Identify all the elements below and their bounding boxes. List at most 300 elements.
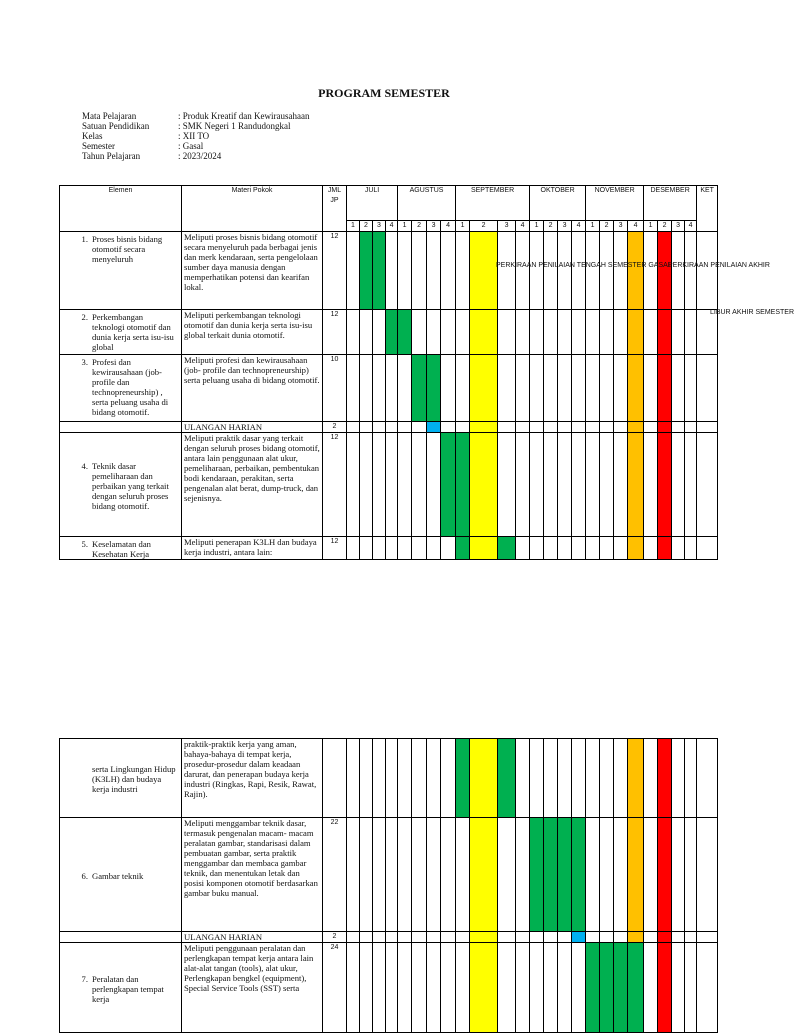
header-ket: KET xyxy=(697,186,718,232)
week-cell xyxy=(600,422,614,433)
week-cell xyxy=(558,310,572,355)
week-cell xyxy=(685,818,697,932)
week-cell xyxy=(398,355,412,422)
week-cell xyxy=(672,537,685,560)
pts-label: PERKIRAAN PENILAIAN TENGAH SEMESTER GASAL xyxy=(496,262,672,269)
row-number: 3. xyxy=(81,357,88,367)
header-week: 1 xyxy=(530,221,544,232)
week-cell xyxy=(441,310,456,355)
week-cell xyxy=(644,932,658,943)
header-week: 3 xyxy=(614,221,628,232)
jml-cell: 24 xyxy=(323,943,347,1033)
week-cell xyxy=(672,932,685,943)
week-cell xyxy=(672,739,685,818)
pas-label: PERKIRAAN PENILAIAN AKHIR xyxy=(668,262,770,269)
week-cell xyxy=(658,355,672,422)
week-cell xyxy=(516,537,530,560)
week-cell xyxy=(373,310,386,355)
materi-cell: Meliputi menggambar teknik dasar, termasuk pengenalan macam- macam peralatan gambar, standarisasi dalam pembuatan gambar, serta praktik menggambar dan membaca gambar teknik, dan menentukan letak dan posisi komponen otomotif berdasarkan gambar buku manual. xyxy=(182,818,323,932)
week-cell xyxy=(456,232,470,310)
week-cell xyxy=(498,232,516,310)
jml-cell: 2 xyxy=(323,422,347,433)
row-number: 7. xyxy=(81,973,88,984)
week-cell xyxy=(427,433,441,537)
header-elemen: Elemen xyxy=(60,186,182,232)
week-cell xyxy=(347,355,360,422)
materi-cell: Meliputi penggunaan peralatan dan perlengkapan tempat kerja antara lain alat-alat tangan (tools), alat ukur, Perlengkapan bengkel (equipment), Special Service Tools (SST) serta xyxy=(182,943,323,1033)
info-key: Tahun Pelajaran xyxy=(82,151,141,161)
week-cell xyxy=(441,537,456,560)
week-cell xyxy=(658,433,672,537)
week-cell xyxy=(427,355,441,422)
week-cell xyxy=(628,739,644,818)
week-cell xyxy=(628,537,644,560)
week-cell xyxy=(427,537,441,560)
materi-cell: Meliputi proses bisnis bidang otomotif secara menyeluruh pada berbagai jenis dan merk kendaraan, serta pengelolaan sumber daya manusia dengan memperhatikan potensi dan kearifan lokal. xyxy=(182,232,323,310)
materi-cell: Meliputi perkembangan teknologi otomotif dan dunia kerja serta isu-isu global terkait dunia otomotif. xyxy=(182,310,323,355)
week-cell xyxy=(386,433,398,537)
week-cell xyxy=(470,943,498,1033)
week-cell xyxy=(373,932,386,943)
week-cell xyxy=(427,932,441,943)
header-month: JULI xyxy=(347,186,398,221)
week-cell xyxy=(685,355,697,422)
week-cell xyxy=(427,310,441,355)
info-row xyxy=(82,121,309,131)
elemen-cell xyxy=(60,537,182,560)
week-cell xyxy=(685,943,697,1033)
week-cell xyxy=(586,537,600,560)
jml-cell: 2 xyxy=(323,932,347,943)
table-row xyxy=(60,537,718,560)
week-cell xyxy=(456,932,470,943)
elemen-cell xyxy=(60,818,182,932)
week-cell xyxy=(530,310,544,355)
week-cell xyxy=(600,310,614,355)
info-row xyxy=(82,111,309,121)
elemen-cell xyxy=(60,932,182,943)
week-cell xyxy=(412,310,427,355)
week-cell xyxy=(672,943,685,1033)
week-cell xyxy=(685,232,697,310)
week-cell xyxy=(516,422,530,433)
week-cell xyxy=(498,943,516,1033)
week-cell xyxy=(672,232,685,310)
jml-cell: 12 xyxy=(323,232,347,310)
header-week: 3 xyxy=(373,221,386,232)
week-cell xyxy=(412,422,427,433)
info-value: : 2023/2024 xyxy=(178,151,222,161)
materi-cell: praktik-praktik kerja yang aman, bahaya-bahaya di tempat kerja, prosedur-prosedur dalam keadaan darurat, dan penerapan budaya kerja industri (Ringkas, Rapi, Resik, Rawat, Rajin). xyxy=(182,739,323,818)
week-cell xyxy=(427,422,441,433)
header-week: 1 xyxy=(644,221,658,232)
jml-cell: 12 xyxy=(323,433,347,537)
week-cell xyxy=(644,943,658,1033)
week-cell xyxy=(614,932,628,943)
week-cell xyxy=(360,943,373,1033)
week-cell xyxy=(586,943,600,1033)
week-cell xyxy=(600,433,614,537)
header-month: NOVEMBER xyxy=(586,186,644,221)
week-cell xyxy=(373,355,386,422)
week-cell xyxy=(470,537,498,560)
document-info xyxy=(82,111,309,161)
jml-cell: 12 xyxy=(323,310,347,355)
ket-cell xyxy=(697,232,718,310)
week-cell xyxy=(516,932,530,943)
week-cell xyxy=(530,232,544,310)
info-row xyxy=(82,131,309,141)
week-cell xyxy=(558,232,572,310)
info-key: Satuan Pendidikan xyxy=(82,121,150,131)
week-cell xyxy=(516,818,530,932)
week-cell xyxy=(614,422,628,433)
week-cell xyxy=(672,355,685,422)
header-week: 2 xyxy=(470,221,498,232)
header-week: 4 xyxy=(516,221,530,232)
week-cell xyxy=(398,932,412,943)
week-cell xyxy=(516,943,530,1033)
week-cell xyxy=(441,433,456,537)
header-jml: JML JP xyxy=(323,186,347,232)
week-cell xyxy=(470,932,498,943)
info-value: : SMK Negeri 1 Randudongkal xyxy=(178,121,291,131)
week-cell xyxy=(558,932,572,943)
week-cell xyxy=(516,433,530,537)
header-materi: Materi Pokok xyxy=(182,186,323,232)
table-row xyxy=(60,932,718,943)
week-cell xyxy=(456,537,470,560)
elemen-text: serta Lingkungan Hidup (K3LH) dan budaya kerja industri xyxy=(92,764,176,794)
week-cell xyxy=(498,422,516,433)
week-cell xyxy=(360,537,373,560)
week-cell xyxy=(456,422,470,433)
week-cell xyxy=(373,422,386,433)
week-cell xyxy=(544,433,558,537)
week-cell xyxy=(360,422,373,433)
header-week: 1 xyxy=(586,221,600,232)
page-title: PROGRAM SEMESTER xyxy=(318,86,450,100)
week-cell xyxy=(456,943,470,1033)
materi-cell: Meliputi praktik dasar yang terkait dengan seluruh proses bidang otomotif, antara lain penggunaan alat ukur, pemeliharaan, perbaikan, pembentukan bodi kendaraan, perakitan, serta pengenalan alat berat, dump-truck, dan sejenisnya. xyxy=(182,433,323,537)
week-cell xyxy=(600,355,614,422)
week-cell xyxy=(398,537,412,560)
week-cell xyxy=(386,932,398,943)
week-cell xyxy=(544,310,558,355)
week-cell xyxy=(373,433,386,537)
info-row xyxy=(82,151,309,161)
week-cell xyxy=(498,537,516,560)
week-cell xyxy=(516,355,530,422)
week-cell xyxy=(572,739,586,818)
header-week: 2 xyxy=(360,221,373,232)
week-cell xyxy=(628,422,644,433)
table-row xyxy=(60,232,718,310)
week-cell xyxy=(386,943,398,1033)
week-cell xyxy=(386,818,398,932)
week-cell xyxy=(398,818,412,932)
week-cell xyxy=(572,355,586,422)
week-cell xyxy=(386,310,398,355)
elemen-text: Profesi dan kewirausahaan (job-profile dan technopreneurship) , serta peluang usaha di bidang otomotif. xyxy=(92,357,169,417)
info-row xyxy=(82,141,309,151)
week-cell xyxy=(614,433,628,537)
elemen-cell xyxy=(60,943,182,1033)
week-cell xyxy=(398,422,412,433)
week-cell xyxy=(427,818,441,932)
header-month: AGUSTUS xyxy=(398,186,456,221)
header-week: 3 xyxy=(558,221,572,232)
week-cell xyxy=(412,739,427,818)
week-cell xyxy=(658,739,672,818)
week-cell xyxy=(441,355,456,422)
week-cell xyxy=(644,232,658,310)
week-cell xyxy=(644,422,658,433)
week-cell xyxy=(614,232,628,310)
week-cell xyxy=(600,818,614,932)
header-week: 1 xyxy=(398,221,412,232)
week-cell xyxy=(360,310,373,355)
week-cell xyxy=(470,433,498,537)
week-cell xyxy=(441,232,456,310)
header-month: SEPTEMBER xyxy=(456,186,530,221)
ket-cell xyxy=(697,310,718,355)
elemen-cell xyxy=(60,232,182,310)
materi-cell: Meliputi penerapan K3LH dan budaya kerja industri, antara lain: xyxy=(182,537,323,560)
elemen-text: Proses bisnis bidang otomotif secara menyeluruh xyxy=(92,234,163,264)
week-cell xyxy=(658,943,672,1033)
week-cell xyxy=(347,433,360,537)
week-cell xyxy=(572,932,586,943)
week-cell xyxy=(412,232,427,310)
week-cell xyxy=(456,355,470,422)
header-week: 3 xyxy=(498,221,516,232)
materi-cell: Meliputi profesi dan kewirausahaan (job- profile dan technopreneurship) serta peluang usaha di bidang otomotif. xyxy=(182,355,323,422)
week-cell xyxy=(360,355,373,422)
week-cell xyxy=(572,232,586,310)
week-cell xyxy=(600,932,614,943)
week-cell xyxy=(644,310,658,355)
week-cell xyxy=(347,818,360,932)
header-week: 3 xyxy=(427,221,441,232)
week-cell xyxy=(347,310,360,355)
week-cell xyxy=(572,310,586,355)
week-cell xyxy=(628,232,644,310)
week-cell xyxy=(398,739,412,818)
week-cell xyxy=(558,739,572,818)
header-week: 1 xyxy=(456,221,470,232)
table-row xyxy=(60,943,718,1033)
week-cell xyxy=(441,422,456,433)
header-week: 4 xyxy=(572,221,586,232)
header-week: 3 xyxy=(672,221,685,232)
week-cell xyxy=(470,310,498,355)
week-cell xyxy=(412,818,427,932)
week-cell xyxy=(530,433,544,537)
week-cell xyxy=(614,310,628,355)
week-cell xyxy=(347,932,360,943)
week-cell xyxy=(427,232,441,310)
week-cell xyxy=(441,818,456,932)
week-cell xyxy=(558,355,572,422)
week-cell xyxy=(386,355,398,422)
row-number: 2. xyxy=(81,312,88,322)
week-cell xyxy=(628,355,644,422)
ket-cell xyxy=(697,422,718,433)
week-cell xyxy=(586,818,600,932)
schedule-table-bottom xyxy=(59,738,718,1033)
info-value: : Gasal xyxy=(178,141,204,151)
week-cell xyxy=(586,232,600,310)
row-number: 5. xyxy=(81,539,88,549)
info-key: Mata Pelajaran xyxy=(82,111,137,121)
week-cell xyxy=(360,232,373,310)
week-cell xyxy=(544,932,558,943)
week-cell xyxy=(572,818,586,932)
header-week: 4 xyxy=(628,221,644,232)
header-month: DESEMBER xyxy=(644,186,697,221)
week-cell xyxy=(347,943,360,1033)
week-cell xyxy=(544,422,558,433)
week-cell xyxy=(516,232,530,310)
week-cell xyxy=(644,433,658,537)
ket-cell xyxy=(697,943,718,1033)
table-row xyxy=(60,355,718,422)
week-cell xyxy=(347,739,360,818)
week-cell xyxy=(544,355,558,422)
week-cell xyxy=(441,932,456,943)
table-row xyxy=(60,818,718,932)
week-cell xyxy=(628,433,644,537)
week-cell xyxy=(398,433,412,537)
week-cell xyxy=(373,943,386,1033)
week-cell xyxy=(498,932,516,943)
week-cell xyxy=(456,739,470,818)
week-cell xyxy=(412,355,427,422)
ket-cell xyxy=(697,818,718,932)
week-cell xyxy=(470,232,498,310)
header-week: 4 xyxy=(386,221,398,232)
ket-cell xyxy=(697,433,718,537)
elemen-cell xyxy=(60,433,182,537)
week-cell xyxy=(470,422,498,433)
week-cell xyxy=(558,537,572,560)
week-cell xyxy=(470,818,498,932)
header-week: 2 xyxy=(544,221,558,232)
info-value: : Produk Kreatif dan Kewirausahaan xyxy=(178,111,310,121)
week-cell xyxy=(658,310,672,355)
info-key: Kelas xyxy=(82,131,103,141)
week-cell xyxy=(586,310,600,355)
schedule-table-top xyxy=(59,185,718,560)
elemen-cell xyxy=(60,355,182,422)
week-cell xyxy=(614,943,628,1033)
ket-cell xyxy=(697,537,718,560)
week-cell xyxy=(685,932,697,943)
week-cell xyxy=(441,943,456,1033)
elemen-text: Teknik dasar pemeliharaan dan perbaikan yang terkait dengan seluruh proses bidang otomotif. xyxy=(92,460,169,511)
week-cell xyxy=(586,433,600,537)
week-cell xyxy=(544,537,558,560)
week-cell xyxy=(498,818,516,932)
week-cell xyxy=(614,355,628,422)
week-cell xyxy=(530,355,544,422)
week-cell xyxy=(373,739,386,818)
week-cell xyxy=(600,739,614,818)
jml-cell: 12 xyxy=(323,537,347,560)
libur-label: LIBUR AKHIR SEMESTER xyxy=(710,309,794,316)
week-cell xyxy=(614,739,628,818)
week-cell xyxy=(628,818,644,932)
header-week: 2 xyxy=(600,221,614,232)
week-cell xyxy=(360,739,373,818)
week-cell xyxy=(470,739,498,818)
week-cell xyxy=(544,818,558,932)
week-cell xyxy=(360,433,373,537)
week-cell xyxy=(386,232,398,310)
week-cell xyxy=(360,818,373,932)
week-cell xyxy=(572,537,586,560)
week-cell xyxy=(530,422,544,433)
week-cell xyxy=(685,310,697,355)
week-cell xyxy=(470,355,498,422)
week-cell xyxy=(628,932,644,943)
elemen-cell xyxy=(60,739,182,818)
header-week: 2 xyxy=(658,221,672,232)
materi-cell: ULANGAN HARIAN xyxy=(182,932,323,943)
week-cell xyxy=(544,739,558,818)
week-cell xyxy=(412,932,427,943)
jml-cell xyxy=(323,739,347,818)
ket-cell xyxy=(697,739,718,818)
row-number: 6. xyxy=(81,870,88,881)
row-number xyxy=(70,764,92,794)
week-cell xyxy=(530,932,544,943)
week-cell xyxy=(398,232,412,310)
header-week: 4 xyxy=(441,221,456,232)
week-cell xyxy=(544,943,558,1033)
week-cell xyxy=(373,818,386,932)
week-cell xyxy=(644,355,658,422)
table-row xyxy=(60,739,718,818)
week-cell xyxy=(586,355,600,422)
jml-cell: 22 xyxy=(323,818,347,932)
week-cell xyxy=(456,310,470,355)
week-cell xyxy=(685,422,697,433)
week-cell xyxy=(544,232,558,310)
jml-cell: 10 xyxy=(323,355,347,422)
elemen-text: Perkembangan teknologi otomotif dan dunia kerja serta isu-isu global xyxy=(92,312,174,352)
week-cell xyxy=(558,943,572,1033)
ket-cell xyxy=(697,355,718,422)
ket-cell xyxy=(697,932,718,943)
info-key: Semester xyxy=(82,141,115,151)
materi-cell: ULANGAN HARIAN xyxy=(182,422,323,433)
week-cell xyxy=(498,739,516,818)
week-cell xyxy=(558,433,572,537)
week-cell xyxy=(672,818,685,932)
week-cell xyxy=(516,310,530,355)
week-cell xyxy=(614,818,628,932)
week-cell xyxy=(558,818,572,932)
week-cell xyxy=(600,943,614,1033)
week-cell xyxy=(373,537,386,560)
week-cell xyxy=(516,739,530,818)
week-cell xyxy=(530,739,544,818)
week-cell xyxy=(572,943,586,1033)
week-cell xyxy=(347,232,360,310)
week-cell xyxy=(586,932,600,943)
